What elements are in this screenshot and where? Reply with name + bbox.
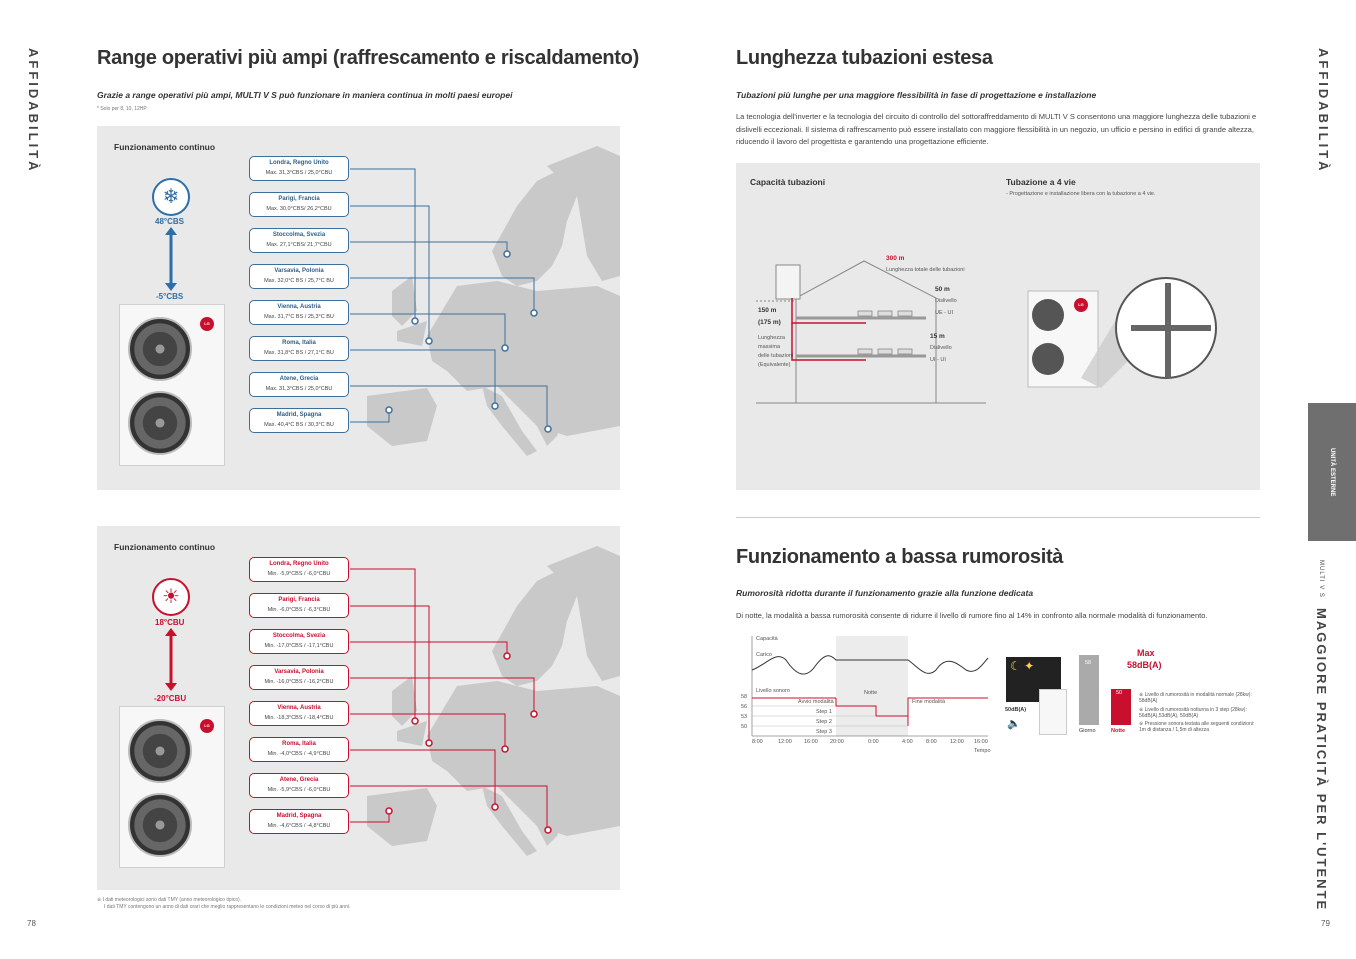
total-length-value: 300 m — [886, 255, 905, 262]
bar-night-label: Notte — [1111, 728, 1126, 734]
pipe-capacity-title: Capacità tubazioni — [750, 177, 826, 187]
footnote-line-2: I dati TMY contengono un anno di dati orari che meglio rappresentano le condizioni meteo nel corso di più anni. — [104, 904, 351, 910]
city-card: Londra, Regno Unito Min. -5,9°CBS / -6,0°CBU — [249, 557, 349, 582]
legend-3: ※ Pressione sonora testata alle seguenti condizioni: 1m di distanza / 1,5m di altezza — [1139, 721, 1255, 733]
bar-night-value: 50 — [1116, 690, 1123, 696]
max-length-equivalent: (175 m) — [758, 319, 781, 326]
chart-step-2: Step 2 — [816, 719, 832, 725]
lg-logo: LG — [200, 317, 214, 331]
page-number-left: 78 — [27, 919, 36, 928]
building-pipe-diagram — [736, 163, 1260, 490]
low-noise-subtitle: Rumorosità ridotta durante il funzionamento grazie alla funzione dedicata — [736, 588, 1034, 598]
left-page-title: Range operativi più ampi (raffrescamento e riscaldamento) — [97, 47, 639, 69]
cooling-panel-title: Funzionamento continuo — [114, 142, 216, 152]
max-length-desc-2: massima — [758, 344, 781, 350]
left-note: * Solo per 8, 10, 12HP — [97, 106, 147, 112]
pipe-panel — [736, 163, 1260, 490]
x-axis-label: Tempo — [974, 748, 991, 754]
cooling-temp-low: -5°CBS — [156, 292, 184, 301]
footnote-line-1: ※ I dati meteorologici sono dati TMY (anno meteorologico tipico). — [97, 897, 242, 903]
low-noise-title: Funzionamento a bassa rumorosità — [736, 546, 1064, 568]
max-length-value: 150 m — [758, 307, 777, 314]
chart-load-label: Carico — [756, 652, 772, 658]
chart-start-label: Avvio modalità — [798, 699, 834, 705]
legend-2: ※ Livello di rumorosità notturna in 3 step (28kw): 56dB(A),53dB(A), 50dB(A) — [1139, 707, 1247, 719]
four-way-pipe-title: Tubazione a 4 vie — [1006, 177, 1076, 187]
x-tick: 12:00 — [778, 739, 792, 745]
heating-panel — [97, 526, 620, 890]
noise-bars — [1003, 645, 1259, 745]
night-sky-image: ☾ ✦ — [1006, 657, 1061, 702]
heating-panel-title: Funzionamento continuo — [114, 542, 216, 552]
right-side-label-bottom: MAGGIORE PRATICITÀ PER L'UTENTE — [1314, 608, 1329, 912]
left-subtitle: Grazie a range operativi più ampi, MULTI V S può funzionare in maniera continua in molti paesi europei — [97, 90, 513, 100]
x-tick: 4:00 — [902, 739, 913, 745]
multi-v-s-label: MULTI V S — [1318, 560, 1324, 598]
city-card: Varsavia, Polonia Max. 32,0°C BS / 25,7°C BU — [249, 264, 349, 289]
noise-timeline-chart — [736, 630, 992, 760]
fan-icon — [128, 793, 192, 857]
city-card: Roma, Italia Max. 31,8°C BS / 27,1°C BU — [249, 336, 349, 361]
fan-icon — [128, 719, 192, 783]
page-number-right: 79 — [1321, 919, 1330, 928]
heating-temp-high: 18°CBU — [155, 618, 185, 627]
city-card: Madrid, Spagna Min. -4,6°CBS / -4,8°CBU — [249, 809, 349, 834]
pipe-length-paragraph: La tecnologia dell'inverter e la tecnologia del circuito di controllo del sottoraffreddamento di MULTI V S consentono una maggiore lunghezza delle tubazioni e dislivelli eccezionali. Il sistema di raffrescamento può essere installato con maggiore flessibilità in un negozio, un ufficio e persino in edifici di grande altezza, riducendo il lavoro del progettista e garantendo una progettazione efficiente. — [736, 112, 1257, 146]
city-card: Stoccolma, Svezia Min. -17,0°CBS / -17,1°CBU — [249, 629, 349, 654]
bar-day-label: Giorno — [1079, 728, 1096, 734]
city-card: Stoccolma, Svezia Max. 27,1°CBS/ 21,7°CBU — [249, 228, 349, 253]
small-outdoor-unit — [1039, 689, 1067, 735]
outdoor-unit-image — [119, 706, 225, 868]
city-card: Roma, Italia Min. -4,0°CBS / -4,9°CBU — [249, 737, 349, 762]
total-length-desc: Lunghezza totale delle tubazioni — [886, 267, 965, 273]
y-tick: 53 — [741, 714, 748, 720]
legend-1: ※ Livello di rumorosità in modalità normale (28kw): 58dB(A) — [1139, 692, 1252, 704]
y-tick: 56 — [741, 704, 748, 710]
height-diff-ui-label: Dislivello — [930, 345, 952, 351]
lg-logo: LG — [1074, 298, 1088, 312]
fan-icon — [128, 391, 192, 455]
city-card: Vienna, Austria Min. -18,3°CBS / -18,4°CBU — [249, 701, 349, 726]
bar-day-value: 58 — [1085, 660, 1092, 666]
city-card: Atene, Grecia Min. -5,9°CBS / -6,0°CBU — [249, 773, 349, 798]
max-length-desc-4: (Equivalente) — [758, 362, 791, 368]
four-way-pipe-desc: - Progettazione e installazione libera con la tubazione a 4 vie. — [1006, 191, 1156, 197]
fan-icon — [128, 317, 192, 381]
y-tick: 58 — [741, 694, 748, 700]
lg-logo: LG — [200, 719, 214, 733]
right-side-label-top: AFFIDABILITÀ — [1316, 48, 1331, 174]
city-card: Madrid, Spagna Max. 40,4°C BS / 30,3°C BU — [249, 408, 349, 433]
chart-step-3: Step 3 — [816, 729, 832, 735]
chart-night-label: Notte — [864, 690, 878, 696]
x-tick: 12:00 — [950, 739, 964, 745]
section-divider — [736, 517, 1260, 518]
city-card: Vienna, Austria Max. 31,7°C BS / 25,3°C BU — [249, 300, 349, 325]
x-tick: 16:00 — [804, 739, 818, 745]
height-diff-ue-label: Dislivello — [935, 298, 957, 304]
city-card: Varsavia, Polonia Min. -16,0°CBS / -16,2°CBU — [249, 665, 349, 690]
height-diff-ui-sub: UI - UI — [930, 357, 946, 363]
city-card: Atene, Grecia Max. 31,3°CBS / 25,0°CBU — [249, 372, 349, 397]
height-diff-ue-value: 50 m — [935, 286, 950, 293]
cooling-temp-high: 48°CBS — [155, 217, 184, 226]
chart-sound-level-label: Livello sonoro — [756, 688, 790, 694]
chart-capacity-label: Capacità — [756, 636, 778, 642]
outdoor-unit-image — [119, 304, 225, 466]
x-tick: 8:00 — [926, 739, 937, 745]
x-tick: 16:00 — [974, 739, 988, 745]
cooling-panel — [97, 126, 620, 490]
max-length-desc-1: Lunghezza — [758, 335, 785, 341]
heating-temp-low: -20°CBU — [154, 694, 187, 703]
left-side-label: AFFIDABILITÀ — [26, 48, 41, 174]
pipe-length-subtitle: Tubazioni più lunghe per una maggiore flessibilità in fase di progettazione e installazione — [736, 90, 1097, 100]
speaker-icon: 🔈 — [1007, 718, 1021, 730]
x-tick: 8:00 — [752, 739, 763, 745]
pipe-length-title: Lunghezza tubazioni estesa — [736, 47, 993, 69]
chart-step-1: Step 1 — [816, 709, 832, 715]
max-length-desc-3: delle tubazioni — [758, 353, 794, 359]
x-tick: 20:00 — [830, 739, 844, 745]
height-diff-ui-value: 15 m — [930, 333, 945, 340]
height-diff-ue-sub: UE - UI — [935, 310, 954, 316]
chart-end-label: Fine modalità — [912, 699, 946, 705]
max-value: 58dB(A) — [1127, 660, 1162, 670]
low-noise-paragraph: Di notte, la modalità a bassa rumorosità consente di ridurre il livello di rumore fino al 14% in confronto alla normale modalità di funzionamento. — [736, 611, 1208, 620]
max-label: Max — [1137, 648, 1155, 658]
x-tick: 0:00 — [868, 739, 879, 745]
city-card: Parigi, Francia Min. -6,0°CBS / -6,3°CBU — [249, 593, 349, 618]
night-db-label: 50dB(A) — [1005, 707, 1027, 713]
sun-icon: ☀ — [152, 578, 190, 616]
city-card: Londra, Regno Unito Max. 31,3°CBS / 25,0°CBU — [249, 156, 349, 181]
y-tick: 50 — [741, 724, 748, 730]
section-tab[interactable]: UNITÀ ESTERNE — [1308, 403, 1356, 541]
city-card: Parigi, Francia Max. 30,0°CBS/ 26,2°CBU — [249, 192, 349, 217]
snowflake-icon: ❄ — [152, 178, 190, 216]
